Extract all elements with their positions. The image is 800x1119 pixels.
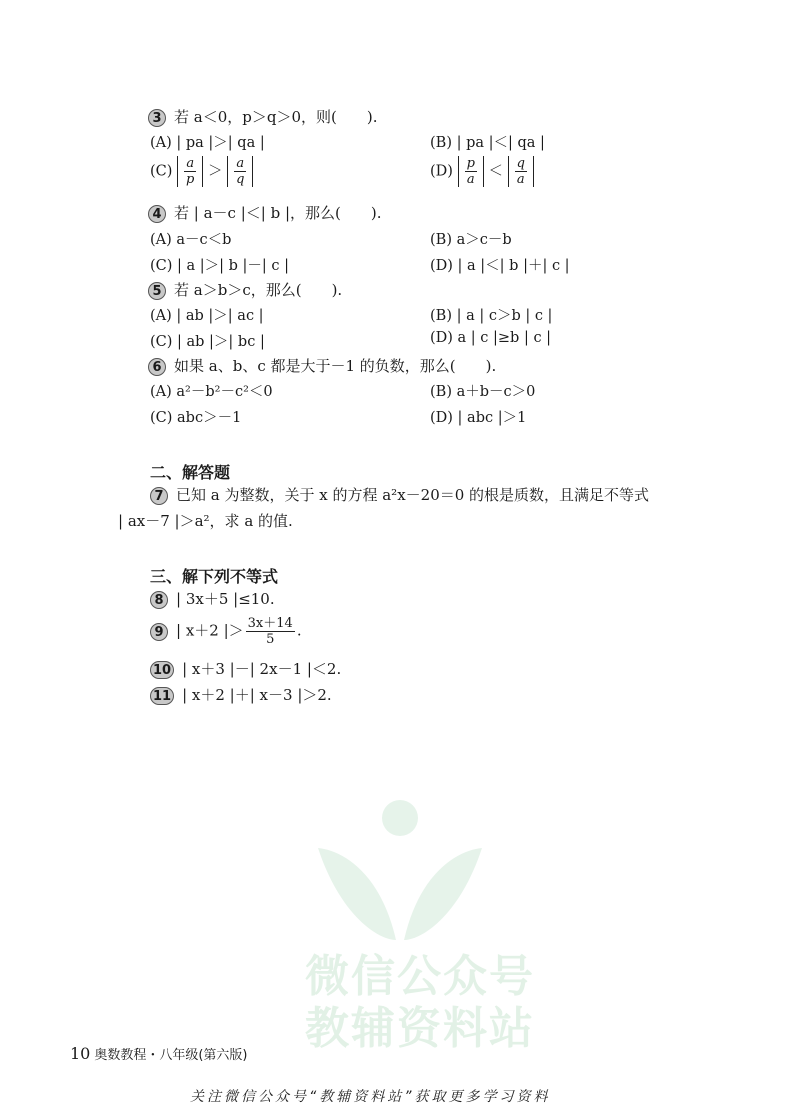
option-b: (B) | a | c＞b | c | — [430, 308, 553, 324]
question-number: 9 — [150, 623, 168, 641]
book-title: 奥数教程・八年级(第六版) — [94, 1048, 248, 1063]
option-a: (A) a－c＜b — [150, 232, 232, 248]
question-number: 8 — [150, 591, 168, 609]
fraction-denominator: a — [516, 172, 525, 187]
question-number: 5 — [148, 282, 166, 300]
relation-symbol: ＜ — [488, 163, 503, 180]
section-title: 二、解答题 — [150, 463, 231, 482]
option-a: (A) | ab |＞| ac | — [150, 308, 264, 324]
question-7-line2: | ax－7 |＞a²，求 a 的值. — [118, 512, 293, 530]
option-b: (B) a＋b－c＞0 — [430, 384, 536, 400]
question-text: | x＋3 |－| 2x－1 |＜2. — [182, 660, 342, 678]
question-number: 10 — [150, 661, 174, 679]
option-a: (A) | pa |＞| qa | — [150, 135, 265, 151]
question-text: 若 a＞b＞c，那么( ). — [174, 281, 343, 299]
option-c: (C) | a |＞| b |－| c | — [150, 258, 290, 274]
question-number: 11 — [150, 687, 174, 705]
question-text: . — [296, 621, 302, 640]
question-3-stem — [148, 106, 377, 127]
fraction-denominator: q — [236, 172, 245, 187]
watermark-line2: 教辅资料站 — [305, 1003, 535, 1054]
question-text: 若 | a－c |＜| b |，那么( ). — [174, 204, 382, 222]
option-d: (D) a | c |≥b | c | — [430, 330, 552, 346]
question-4-stem — [148, 202, 381, 223]
relation-symbol: ＞ — [207, 163, 223, 180]
question-number: 3 — [148, 109, 166, 127]
option-label: (D) — [430, 163, 453, 180]
question-text: 如果 a、b、c 都是大于－1 的负数，那么( ). — [174, 357, 497, 375]
question-text: 已知 a 为整数，关于 x 的方程 a²x－20＝0 的根是质数，且满足不等式 — [176, 486, 650, 504]
fraction-numerator: a — [234, 156, 246, 172]
question-11 — [150, 684, 332, 705]
fraction-numerator: a — [184, 156, 196, 172]
watermark-line1: 微信公众号 — [305, 951, 535, 1002]
abs-fraction-right — [227, 156, 253, 187]
fraction-numerator: q — [516, 156, 525, 171]
question-6-stem — [148, 355, 496, 376]
fraction-numerator: 3x＋14 — [247, 616, 293, 631]
bottom-note: 关注微信公众号“教辅资料站”获取更多学习资料 — [190, 1089, 551, 1105]
fraction-numerator: p — [466, 156, 475, 171]
abs-fraction-left — [177, 156, 203, 187]
option-d — [430, 156, 534, 187]
fraction-denominator: p — [186, 172, 195, 187]
option-b: (B) a＞c－b — [430, 232, 512, 248]
abs-fraction-left — [458, 156, 484, 187]
option-c — [150, 156, 253, 187]
option-c: (C) | ab |＞| bc | — [150, 334, 265, 350]
section-title: 三、解下列不等式 — [150, 567, 279, 586]
question-number: 7 — [150, 487, 168, 505]
option-d: (D) | a |＜| b |＋| c | — [430, 258, 570, 274]
page-footer — [70, 1044, 248, 1063]
watermark-logo-icon — [300, 790, 500, 950]
abs-fraction-right — [508, 156, 534, 187]
option-a: (A) a²－b²－c²＜0 — [150, 384, 273, 400]
question-number: 4 — [148, 205, 166, 223]
question-10 — [150, 658, 341, 679]
option-d: (D) | abc |＞1 — [430, 410, 527, 426]
question-8 — [150, 588, 275, 609]
option-c: (C) abc＞－1 — [150, 410, 242, 426]
question-text: | x＋2 |＞ — [176, 621, 244, 640]
question-7-line1 — [150, 484, 649, 505]
question-number: 6 — [148, 358, 166, 376]
question-text: | 3x＋5 |≤10. — [176, 590, 275, 608]
fraction-denominator: 5 — [266, 632, 275, 647]
option-label: (C) — [150, 163, 173, 180]
question-9 — [150, 616, 302, 647]
fraction-denominator: a — [466, 172, 475, 187]
question-text: 若 a＜0，p＞q＞0，则( ). — [174, 108, 378, 126]
option-b: (B) | pa |＜| qa | — [430, 135, 545, 151]
question-5-stem — [148, 279, 342, 300]
question-text: | x＋2 |＋| x－3 |＞2. — [182, 686, 332, 704]
page-number: 10 — [70, 1044, 91, 1063]
